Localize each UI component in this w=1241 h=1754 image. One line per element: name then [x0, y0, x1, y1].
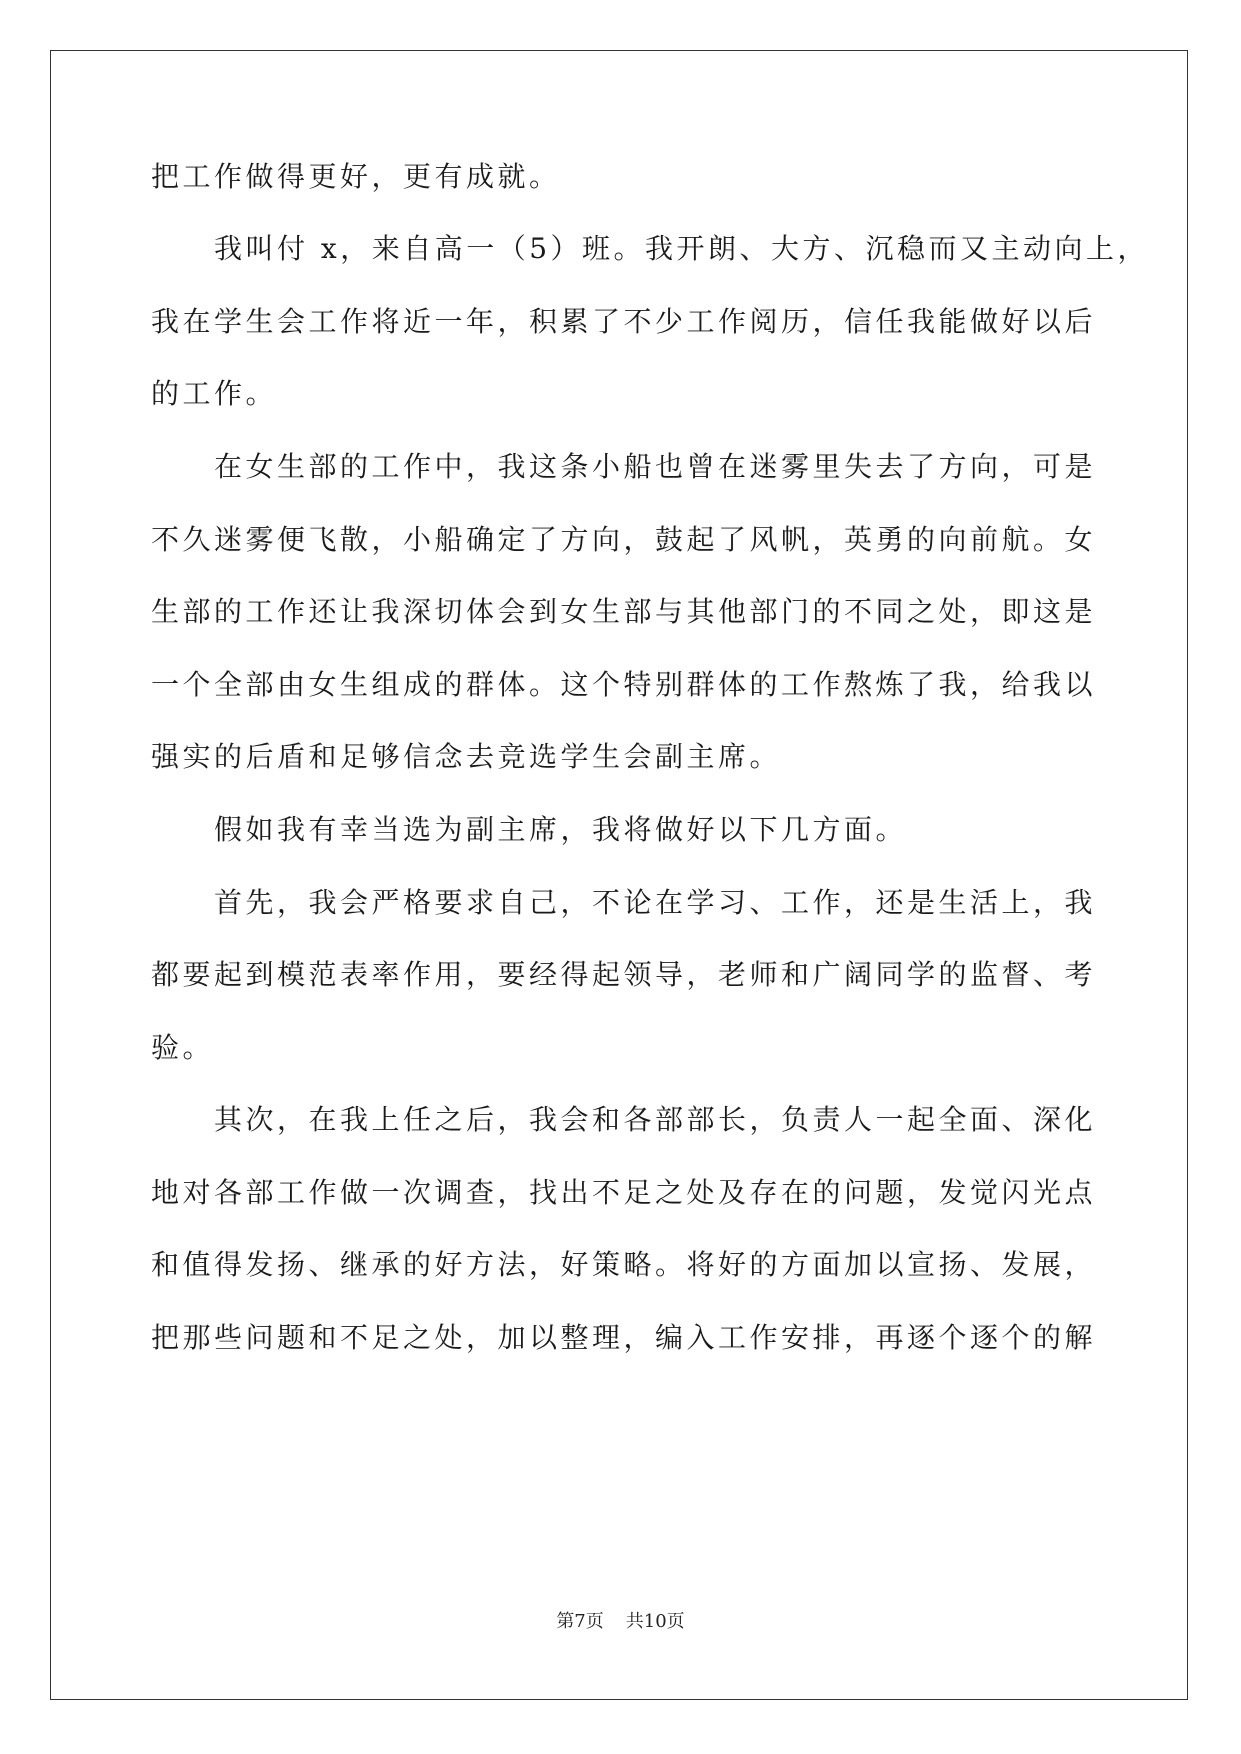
page-border: [50, 50, 1188, 1700]
text-line-16: 和值得发扬、继承的好方法，好策略。将好的方面加以宣扬、发展，: [151, 1248, 1097, 1281]
page-footer: [0, 1610, 1241, 1634]
text-line-5: 在女生部的工作中，我这条小船也曾在迷雾里失去了方向，可是: [151, 450, 1097, 483]
text-line-17: 把那些问题和不足之处，加以整理，编入工作安排，再逐个逐个的解: [151, 1321, 1097, 1354]
text-line-6: 不久迷雾便飞散，小船确定了方向，鼓起了风帆，英勇的向前航。女: [151, 523, 1097, 556]
text-line-15: 地对各部工作做一次调查，找出不足之处及存在的问题，发觉闪光点: [151, 1176, 1097, 1209]
text-line-3: 我在学生会工作将近一年，积累了不少工作阅历，信任我能做好以后: [151, 305, 1097, 338]
text-line-12: 都要起到模范表率作用，要经得起领导，老师和广阔同学的监督、考: [151, 958, 1097, 991]
text-line-2: 我叫付 x，来自高一（5）班。我开朗、大方、沉稳而又主动向上，: [151, 232, 1150, 265]
text-line-9: 强实的后盾和足够信念去竞选学生会副主席。: [151, 740, 782, 773]
text-line-7: 生部的工作还让我深切体会到女生部与其他部门的不同之处，即这是: [151, 595, 1097, 628]
text-line-14: 其次，在我上任之后，我会和各部部长，负责人一起全面、深化: [151, 1103, 1097, 1136]
text-line-8: 一个全部由女生组成的群体。这个特别群体的工作熬炼了我，给我以: [151, 668, 1097, 701]
text-line-11: 首先，我会严格要求自己，不论在学习、工作，还是生活上，我: [151, 886, 1097, 919]
text-line-1: 把工作做得更好，更有成就。: [151, 160, 561, 193]
text-line-4: 的工作。: [151, 377, 278, 410]
page-total: 共10页: [625, 1611, 685, 1632]
text-line-10: 假如我有幸当选为副主席，我将做好以下几方面。: [151, 813, 908, 846]
text-line-13: 验。: [151, 1031, 215, 1064]
page-number: 第7页: [556, 1611, 604, 1632]
